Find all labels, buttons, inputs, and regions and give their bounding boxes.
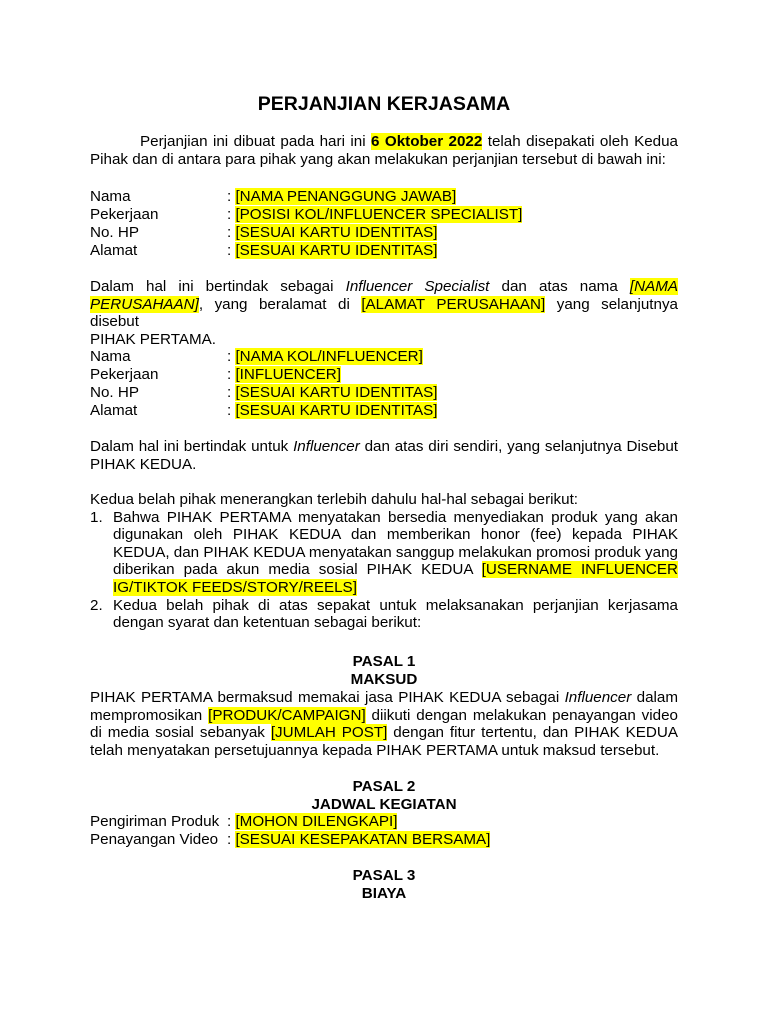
party2-job-value: [INFLUENCER] xyxy=(235,366,341,383)
pasal1-body: PIHAK PERTAMA bermaksud memakai jasa PIHAK KEDUA sebagai Influencer dalam mempromosikan [PRODUK/CAMPAIGN] diikuti dengan melakukan penayangan video di media sosial sebanyak [JUMLAH POST] dengan fitur tertentu, dan PIHAK KEDUA telah menyatakan persetujuannya kepada PIHAK PERTAMA untuk maksud tersebut. xyxy=(90,689,678,759)
party2-name-value: [NAMA KOL/INFLUENCER] xyxy=(235,348,423,365)
post-count-placeholder: [JUMLAH POST] xyxy=(270,724,388,742)
party1-job-row: Pekerjaan : [POSISI KOL/INFLUENCER SPECIALIST] xyxy=(90,206,523,223)
party1-phone-row: No. HP : [SESUAI KARTU IDENTITAS] xyxy=(90,224,438,241)
pasal2-number: PASAL 2 xyxy=(352,778,416,795)
influencer-account-placeholder: [USERNAME INFLUENCER IG/TIKTOK FEEDS/STORY/REELS] xyxy=(113,561,678,596)
product-placeholder: [PRODUK/CAMPAIGN] xyxy=(208,706,366,724)
party2-phone-value: [SESUAI KARTU IDENTITAS] xyxy=(235,384,438,401)
party2-description: Dalam hal ini bertindak untuk Influencer dan atas diri sendiri, yang selanjutnya Disebut PIHAK KEDUA. xyxy=(90,438,678,473)
list-item: 2. Kedua belah pihak di atas sepakat untuk melaksanakan perjanjian kerjasama dengan syarat dan ketentuan sebagai berikut: xyxy=(90,596,678,632)
product-shipping-value: [MOHON DILENGKAPI] xyxy=(235,813,398,830)
party2-address-row: Alamat : [SESUAI KARTU IDENTITAS] xyxy=(90,402,438,419)
agreement-date: 6 Oktober 2022 xyxy=(371,133,483,150)
party1-address-value: [SESUAI KARTU IDENTITAS] xyxy=(235,242,438,259)
explanation-lead: Kedua belah pihak menerangkan terlebih dahulu hal-hal sebagai berikut: xyxy=(90,491,579,508)
company-name-placeholder: [NAMA xyxy=(629,278,678,295)
explanation-section xyxy=(90,491,678,632)
intro-line-2: Pihak dan di antara para pihak yang akan melakukan perjanjian tersebut di bawah ini: xyxy=(90,150,666,168)
party1-name-value: [NAMA PENANGGUNG JAWAB] xyxy=(235,188,457,205)
schedule-video-row: Penayangan Video : [SESUAI KESEPAKATAN BERSAMA] xyxy=(90,831,491,848)
schedule-product-row: Pengiriman Produk : [MOHON DILENGKAPI] xyxy=(90,813,398,830)
party2-address-value: [SESUAI KARTU IDENTITAS] xyxy=(235,402,438,419)
party1-job-value: [POSISI KOL/INFLUENCER SPECIALIST] xyxy=(235,206,523,223)
document-title: PERJANJIAN KERJASAMA xyxy=(257,93,511,115)
party2-phone-row: No. HP : [SESUAI KARTU IDENTITAS] xyxy=(90,384,438,401)
video-airing-value: [SESUAI KESEPAKATAN BERSAMA] xyxy=(235,831,491,848)
party1-phone-value: [SESUAI KARTU IDENTITAS] xyxy=(235,224,438,241)
party2-job-row: Pekerjaan : [INFLUENCER] xyxy=(90,366,341,383)
pasal1-number: PASAL 1 xyxy=(352,653,416,670)
intro-paragraph xyxy=(90,133,678,168)
intro-line-1: Perjanjian ini dibuat pada hari ini 6 Oktober 2022 telah disepakati oleh Kedua xyxy=(140,133,678,150)
pasal3-number: PASAL 3 xyxy=(352,867,416,884)
company-address-placeholder: [ALAMAT PERUSAHAAN] xyxy=(361,295,546,313)
pasal3-title: BIAYA xyxy=(361,885,407,902)
pasal1-title: MAKSUD xyxy=(350,671,418,688)
party1-description: Dalam hal ini bertindak sebagai Influencer Specialist dan atas nama [NAMA PERUSAHAAN], yang beralamat di [ALAMAT PERUSAHAAN] yang selanjutnya disebut PIHAK PERTAMA. xyxy=(90,278,678,348)
list-item: 1. Bahwa PIHAK PERTAMA menyatakan bersedia menyediakan produk yang akan digunakan oleh PIHAK KEDUA dan memberikan honor (fee) kepada PIHAK KEDUA, dan PIHAK KEDUA menyatakan sanggup melakukan promosi produk yang diberikan pada akun media sosial PIHAK KEDUA [USERNAME INFLUENCER IG/TIKTOK FEEDS/STORY/REELS] xyxy=(90,508,678,596)
party1-address-row: Alamat : [SESUAI KARTU IDENTITAS] xyxy=(90,242,438,259)
pasal2-title: JADWAL KEGIATAN xyxy=(311,796,457,813)
party1-name-row: Nama : [NAMA PENANGGUNG JAWAB] xyxy=(90,188,457,205)
party2-name-row: Nama : [NAMA KOL/INFLUENCER] xyxy=(90,348,423,365)
